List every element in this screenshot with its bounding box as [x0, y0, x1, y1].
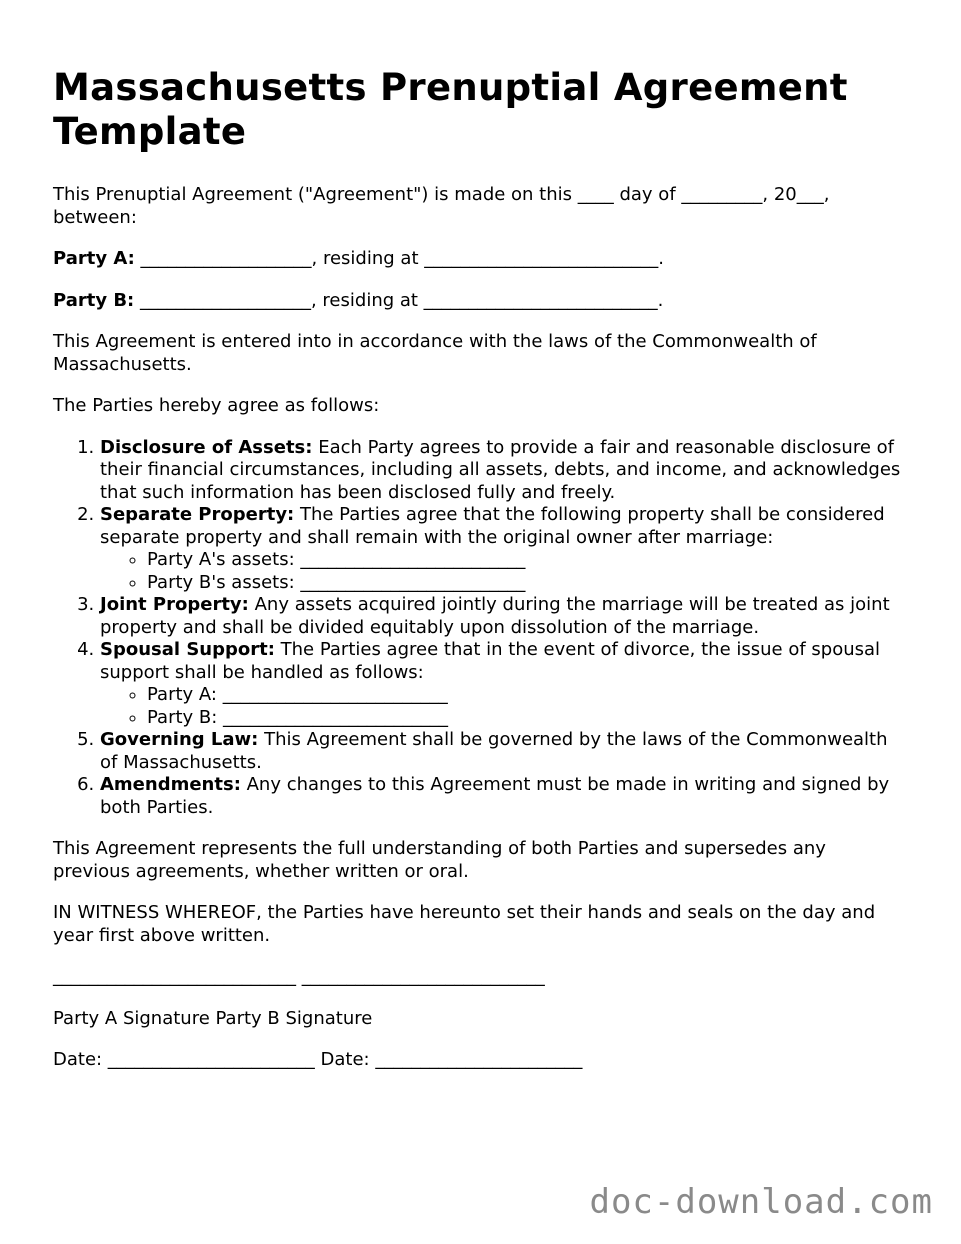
clause-item [100, 774, 903, 819]
clause-text: The Parties agree that in the event of divorce, the issue of spousal support shall be handled as follows: [100, 639, 881, 683]
clause-text: Any changes to this Agreement must be made in writing and signed by both Parties. [100, 774, 890, 818]
sub-item: ◦ Party A: _________________________ [147, 684, 903, 707]
clause-title: Governing Law: [100, 729, 259, 750]
clause-title: Spousal Support: [100, 639, 275, 660]
clause-item [100, 639, 903, 729]
clause-title: Disclosure of Assets: [100, 436, 313, 458]
sub-item: ◦ Party B: _________________________ [147, 707, 903, 730]
clause-title: Joint Property: [100, 594, 249, 615]
clause-item [100, 437, 903, 505]
clause-text: Each Party agrees to provide a fair and reasonable disclosure of their financial circumstances, including all assets, debts, and income, and acknowledges that such information has been disclosed fully and freely. [100, 436, 901, 503]
clause-item [100, 729, 903, 774]
party-b-label: Party B: [53, 289, 135, 311]
clause-title: Separate Property: [100, 504, 295, 525]
clause-title: Amendments: [100, 774, 241, 795]
document-page [53, 66, 903, 1091]
clause-text: The Parties agree that the following property shall be considered separate property and shall remain with the original owner after marriage: [100, 504, 885, 548]
signature-labels: Party A Signature Party B Signature [53, 1007, 373, 1029]
party-b-text: ___________________, residing at __________________________. [134, 289, 664, 311]
clause-item [100, 504, 903, 594]
party-a-line [53, 248, 903, 271]
full-understanding: This Agreement represents the full understanding of both Parties and supersedes any previous agreements, whether written or oral. [53, 838, 826, 882]
clause-text: This Agreement shall be governed by the laws of the Commonwealth of Massachusetts. [100, 729, 888, 773]
sub-item: ◦ Party A's assets: _________________________ [147, 549, 903, 572]
page-title: Massachusetts Prenuptial Agreement Template [53, 66, 848, 153]
intro-paragraph: This Prenuptial Agreement ("Agreement") is made on this ____ day of _________, 20___, between: [53, 184, 830, 228]
witness-statement: IN WITNESS WHEREOF, the Parties have hereunto set their hands and seals on the day and year first above written. [53, 902, 876, 946]
party-a-text: ___________________, residing at __________________________. [134, 248, 664, 269]
agree-intro: The Parties hereby agree as follows: [53, 395, 380, 416]
date-line: Date: _______________________ Date: _______________________ [53, 1049, 583, 1070]
party-b-line [53, 290, 903, 313]
signature-lines: ___________________________ ___________________________ [53, 966, 545, 987]
sub-item: ◦ Party B's assets: _________________________ [147, 572, 903, 595]
laws-statement: This Agreement is entered into in accordance with the laws of the Commonwealth of Massachusetts. [53, 331, 817, 375]
sub-list [100, 549, 903, 594]
party-a-label: Party A: [53, 248, 135, 269]
watermark: doc-download.com [589, 1182, 933, 1222]
clause-text: Any assets acquired jointly during the marriage will be treated as joint property and shall be divided equitably upon dissolution of the marriage. [100, 594, 890, 638]
clause-item [100, 594, 903, 639]
sub-list [100, 684, 903, 729]
clauses-list [53, 437, 903, 820]
